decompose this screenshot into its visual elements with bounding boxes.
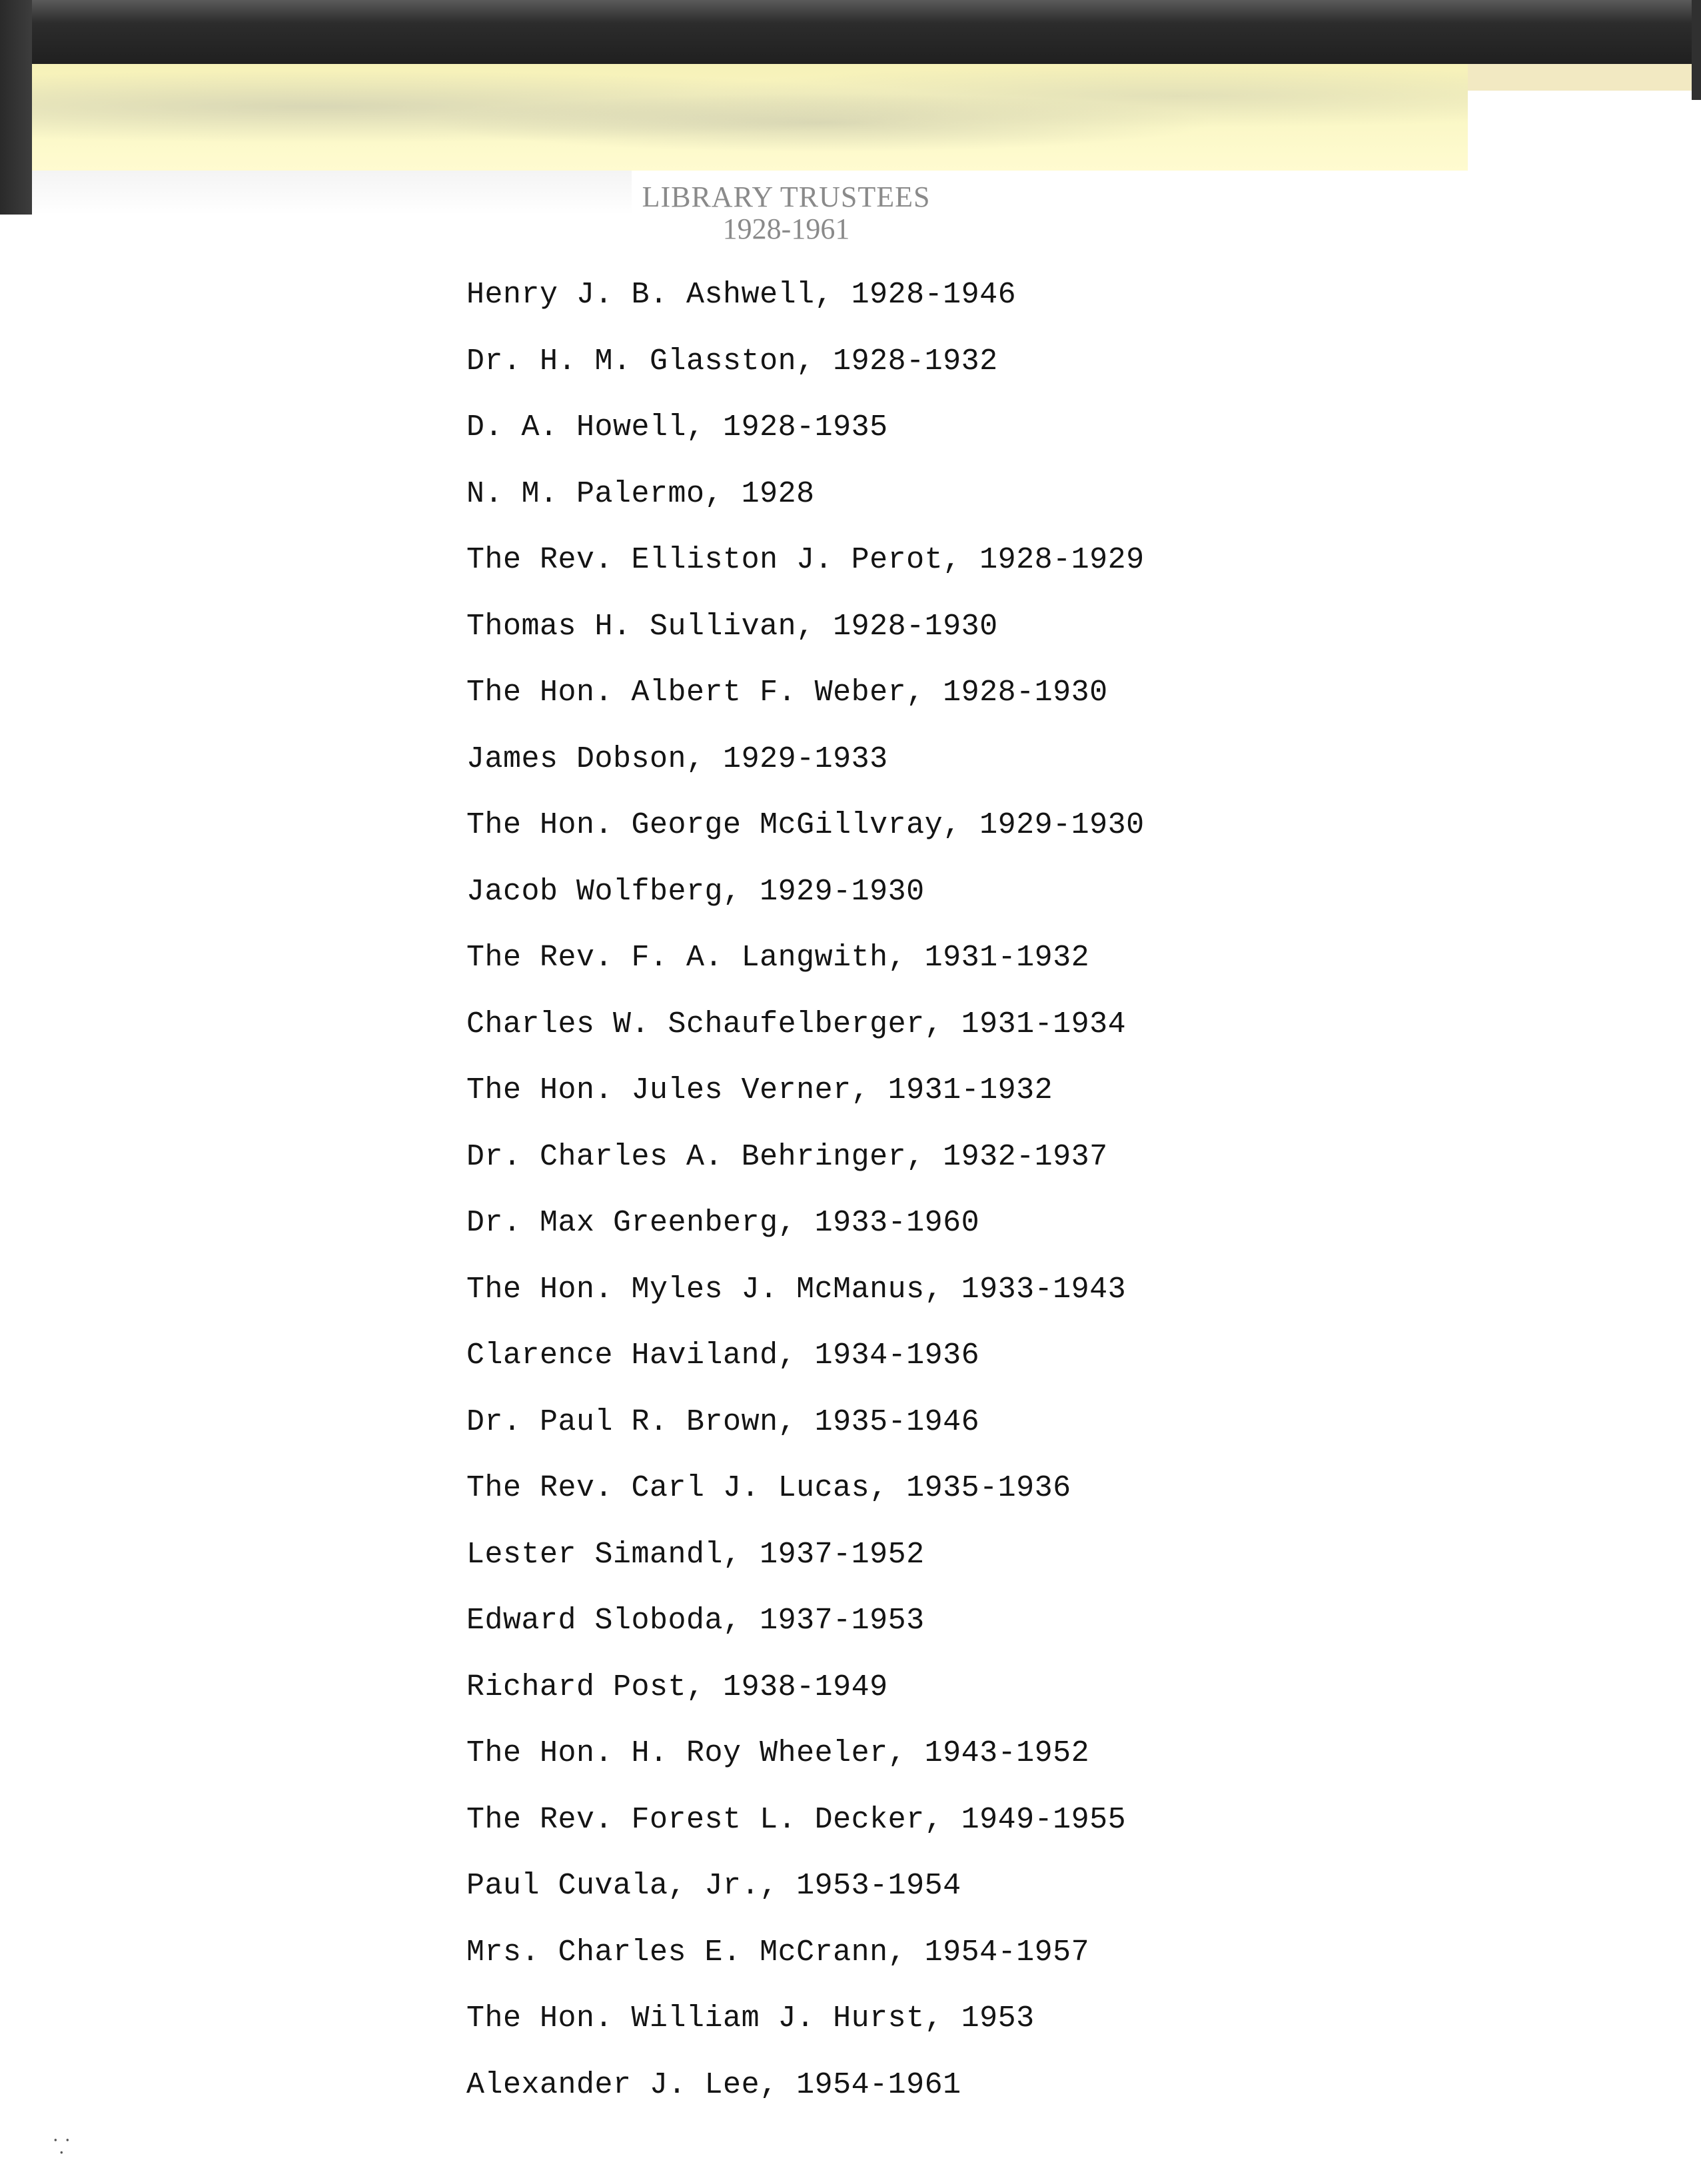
trustee-entry: The Rev. Forest L. Decker, 1949-1955 (466, 1802, 1127, 1837)
trustee-entry: Mrs. Charles E. McCrann, 1954-1957 (466, 1935, 1090, 1969)
trustee-entry: Lester Simandl, 1937-1952 (466, 1537, 925, 1572)
trustee-entry: The Rev. Carl J. Lucas, 1935-1936 (466, 1471, 1071, 1505)
trustee-entry: Paul Cuvala, Jr., 1953-1954 (466, 1869, 961, 1903)
trustee-entry: Clarence Haviland, 1934-1936 (466, 1339, 980, 1372)
trustee-entry: Dr. Max Greenberg, 1933-1960 (466, 1206, 980, 1240)
trustee-entry: Thomas H. Sullivan, 1928-1930 (466, 609, 998, 644)
trustee-entry: D. A. Howell, 1928-1935 (466, 410, 888, 444)
trustee-entry: Dr. Charles A. Behringer, 1932-1937 (466, 1139, 1108, 1174)
trustee-list (466, 272, 1399, 2128)
scan-speck: ⸪ (53, 2135, 70, 2159)
trustee-entry: The Hon. Albert F. Weber, 1928-1930 (466, 676, 1108, 710)
trustee-entry: Alexander J. Lee, 1954-1961 (466, 2067, 961, 2102)
trustee-entry: The Hon. Myles J. McManus, 1933-1943 (466, 1272, 1127, 1307)
trustee-entry: The Rev. Elliston J. Perot, 1928-1929 (466, 543, 1145, 577)
trustee-entry: Richard Post, 1938-1949 (466, 1670, 888, 1704)
folder-tab-band-right (1468, 64, 1692, 91)
trustee-entry: Dr. Paul R. Brown, 1935-1946 (466, 1404, 980, 1439)
folder-right-edge (1692, 0, 1701, 100)
trustee-entry: The Hon. George McGillvray, 1929-1930 (466, 808, 1145, 842)
page-header (546, 181, 1026, 245)
folder-left-edge (0, 0, 32, 215)
trustee-entry: The Rev. F. A. Langwith, 1931-1932 (466, 941, 1090, 975)
trustee-entry: Henry J. B. Ashwell, 1928-1946 (466, 278, 1017, 312)
trustee-entry: The Hon. Jules Verner, 1931-1932 (466, 1073, 1053, 1107)
page-years: 1928-1961 (722, 213, 850, 245)
trustee-entry: N. M. Palermo, 1928 (466, 476, 815, 511)
scan-shadow (32, 171, 632, 215)
trustee-entry: Charles W. Schaufelberger, 1931-1934 (466, 1007, 1127, 1041)
folder-tab-band (32, 64, 1468, 171)
trustee-entry: Dr. H. M. Glasston, 1928-1932 (466, 344, 998, 378)
trustee-entry: The Hon. H. Roy Wheeler, 1943-1952 (466, 1736, 1090, 1770)
trustee-entry: Jacob Wolfberg, 1929-1930 (466, 874, 925, 909)
trustee-entry: The Hon. William J. Hurst, 1953 (466, 2001, 1035, 2035)
folder-edge (0, 0, 1701, 67)
trustee-entry: James Dobson, 1929-1933 (466, 742, 888, 776)
page-title: LIBRARY TRUSTEES (642, 181, 931, 213)
trustee-entry: Edward Sloboda, 1937-1953 (466, 1604, 925, 1638)
